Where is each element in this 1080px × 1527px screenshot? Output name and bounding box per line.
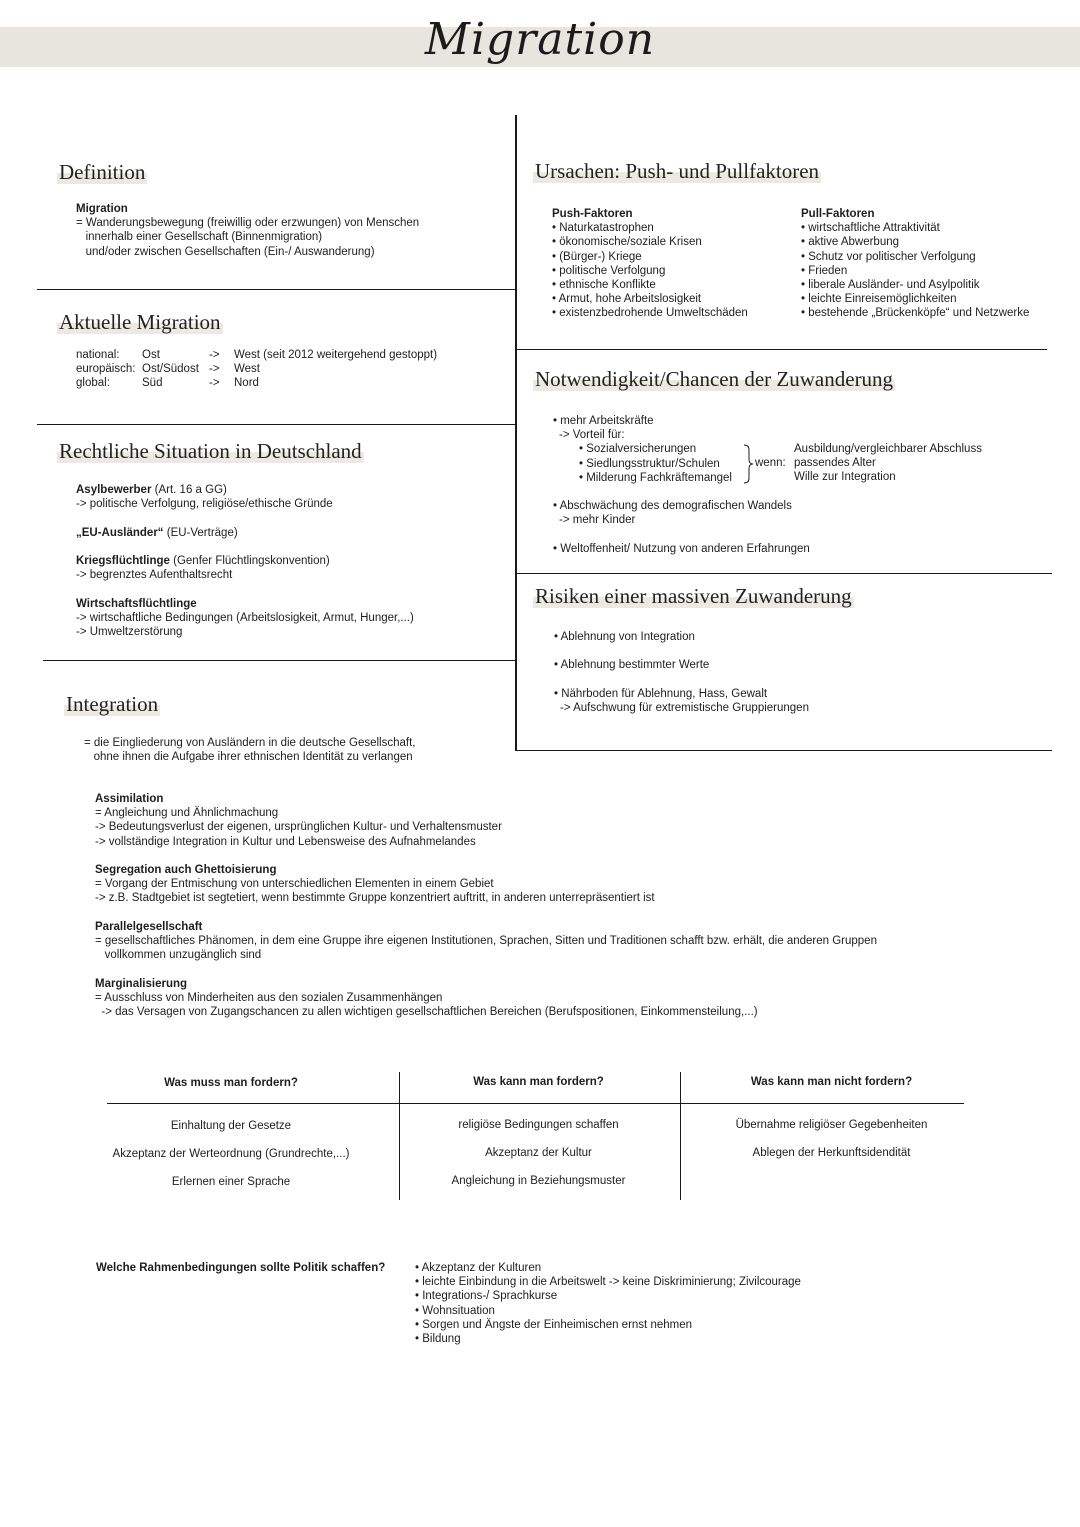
assimilation-line: -> Bedeutungsverlust der eigenen, ursprünglichen Kultur- und Verhaltensmuster xyxy=(95,821,502,834)
rahmen-item: • Sorgen und Ängste der Einheimischen ernst nehmen xyxy=(415,1318,692,1331)
bedingung-item: Ausbildung/vergleichbarer Abschluss xyxy=(794,443,982,455)
chancen-heading: Notwendigkeit/Chancen der Zuwanderung xyxy=(535,367,894,391)
chancen-line: • Weltoffenheit/ Nutzung von anderen Erfahrungen xyxy=(553,542,810,555)
push-item: • ökonomische/soziale Krisen xyxy=(552,236,702,249)
risiken-line: • Ablehnung bestimmter Werte xyxy=(554,659,710,672)
pull-item: • Schutz vor politischer Verfolgung xyxy=(801,250,976,263)
integration-def-line: = die Eingliederung von Ausländern in die deutsche Gesellschaft, xyxy=(84,737,416,749)
pull-item: • liberale Ausländer- und Asylpolitik xyxy=(801,279,980,292)
divider-ursachen xyxy=(515,349,1047,350)
recht-heading: Rechtliche Situation in Deutschland xyxy=(59,439,362,463)
chancen-line: -> mehr Kinder xyxy=(559,514,636,527)
risiken-line: -> Aufschwung für extremistische Gruppierungen xyxy=(560,701,809,714)
table-cell: Angleichung in Beziehungsmuster xyxy=(451,1175,626,1187)
risiken-text xyxy=(554,630,809,715)
marginal-line: = Ausschluss von Minderheiten aus den sozialen Zusammenhängen xyxy=(95,991,443,1004)
aktuell-table xyxy=(76,348,438,391)
risiken-heading: Risiken einer massiven Zuwanderung xyxy=(535,584,852,608)
table-cell: Erlernen einer Sprache xyxy=(171,1176,291,1188)
table-cell: Akzeptanz der Werteordnung (Grundrechte,...) xyxy=(112,1148,350,1160)
wirt-line: -> wirtschaftliche Bedingungen (Arbeitslosigkeit, Armut, Hunger,...) xyxy=(76,611,414,624)
asyl-label: Asylbewerber xyxy=(76,484,152,496)
risiken-line: • Ablehnung von Integration xyxy=(554,631,695,643)
integration-def-line: ohne ihnen die Aufgabe ihrer ethnischen Identität zu verlangen xyxy=(84,751,413,764)
assimilation-line: = Angleichung und Ähnlichmachung xyxy=(95,807,279,820)
page-title: Migration xyxy=(424,14,656,65)
table-cell: Übernahme religiöser Gegebenheiten xyxy=(735,1119,928,1131)
vorteil-item: • Sozialversicherungen xyxy=(579,443,697,456)
rahmen-list xyxy=(415,1261,801,1346)
table-cell: Einhaltung der Gesetze xyxy=(170,1120,292,1132)
bedingung-item: Wille zur Integration xyxy=(794,471,896,484)
assimilation-line: -> vollständige Integration in Kultur und Lebensweise des Aufnahmelandes xyxy=(95,835,476,848)
definition-line: = Wanderungsbewegung (freiwillig oder erzwungen) von Menschen xyxy=(76,217,420,230)
ursachen-heading: Ursachen: Push- und Pullfaktoren xyxy=(535,159,820,183)
table-header: Was kann man nicht fordern? xyxy=(750,1076,913,1088)
aktuell-from: Ost/Südost xyxy=(142,363,199,376)
chancen-line: • Abschwächung des demografischen Wandels xyxy=(553,500,792,513)
aktuell-to: Nord xyxy=(234,377,259,390)
pull-list xyxy=(801,207,1029,321)
wenn-label: wenn: xyxy=(755,457,786,469)
aktuell-to: West (seit 2012 weitergehend gestoppt) xyxy=(234,349,438,361)
aktuell-arrow: -> xyxy=(209,377,220,390)
table-header: Was muss man fordern? xyxy=(164,1077,298,1089)
push-item: • Armut, hohe Arbeitslosigkeit xyxy=(552,293,702,306)
push-item: • existenzbedrohende Umweltschäden xyxy=(552,307,748,320)
rahmen-question: Welche Rahmenbedingungen sollte Politik schaffen? xyxy=(96,1262,386,1274)
chancen-text xyxy=(553,414,810,556)
rahmen-item: • Integrations-/ Sprachkurse xyxy=(415,1290,558,1303)
push-item: • Naturkatastrophen xyxy=(552,222,654,235)
pull-item: • wirtschaftliche Attraktivität xyxy=(801,222,940,235)
aktuell-arrow: -> xyxy=(209,363,220,376)
bedingungen-list xyxy=(794,442,982,485)
aktuell-to: West xyxy=(234,363,260,376)
push-title: Push-Faktoren xyxy=(552,208,633,220)
rahmen-item: • Akzeptanz der Kulturen xyxy=(415,1262,542,1274)
krieg-ref: (Genfer Flüchtlingskonvention) xyxy=(169,554,330,567)
krieg-label: Kriegsflüchtlinge xyxy=(76,554,170,567)
table-cell: religiöse Bedingungen schaffen xyxy=(458,1119,619,1131)
aktuell-arrow: -> xyxy=(209,349,220,361)
parallel-line: = gesellschaftliches Phänomen, in dem eine Gruppe ihre eigenen Institutionen, Sprachen, Sitten und Traditionen schafft bzw. erhält, die anderen Gruppen xyxy=(95,935,877,947)
marginal-line: -> das Versagen von Zugangschancen zu allen wichtigen gesellschaftlichen Bereichen (Berufspositionen, Einkommensteilung,...) xyxy=(95,1006,758,1018)
eu-label: „EU-Ausländer“ xyxy=(76,526,164,539)
segregation-line: -> z.B. Stadtgebiet ist segtetiert, wenn bestimmte Gruppe konzentriert auftritt, in anderen unterrepräsentiert ist xyxy=(95,892,655,905)
bedingung-item: passendes Alter xyxy=(794,457,876,470)
recht-text xyxy=(76,483,414,639)
integration-forms xyxy=(95,792,877,1019)
krieg-line: -> begrenztes Aufenthaltsrecht xyxy=(76,569,233,582)
asyl-line: -> politische Verfolgung, religiöse/ethische Gründe xyxy=(76,498,333,511)
vorteil-item: • Milderung Fachkräftemangel xyxy=(579,471,732,484)
vorteil-item: • Siedlungsstruktur/Schulen xyxy=(579,457,720,470)
pull-item: • bestehende „Brückenköpfe“ und Netzwerke xyxy=(801,307,1030,320)
marginal-title: Marginalisierung xyxy=(95,977,188,990)
push-item: • politische Verfolgung xyxy=(552,264,666,277)
table-col-divider xyxy=(680,1072,681,1200)
integration-def xyxy=(84,736,415,764)
definition-line: innerhalb einer Gesellschaft (Binnenmigration) xyxy=(76,231,323,244)
wirt-label: Wirtschaftsflüchtlinge xyxy=(76,597,197,610)
divider-recht xyxy=(43,660,515,661)
table-header: Was kann man fordern? xyxy=(473,1076,604,1088)
definition-heading: Definition xyxy=(59,160,146,184)
definition-text xyxy=(76,202,419,259)
rahmen-item: • Wohnsituation xyxy=(415,1304,495,1317)
risiken-line: • Nährboden für Ablehnung, Hass, Gewalt xyxy=(554,687,768,700)
divider-risiken xyxy=(515,750,1052,751)
parallel-title: Parallelgesellschaft xyxy=(95,920,203,933)
aktuell-heading: Aktuelle Migration xyxy=(59,310,221,334)
assimilation-title: Assimilation xyxy=(95,793,164,805)
integration-heading: Integration xyxy=(66,692,159,716)
aktuell-scope: global: xyxy=(76,377,110,390)
chancen-line: -> Vorteil für: xyxy=(559,429,625,442)
push-item: • (Bürger-) Kriege xyxy=(552,250,642,263)
vertical-divider xyxy=(515,115,517,751)
segregation-title: Segregation auch Ghettoisierung xyxy=(95,864,277,876)
divider-definition xyxy=(37,289,515,290)
table-cell: Ablegen der Herkunftsidendität xyxy=(752,1147,911,1159)
pull-item: • leichte Einreisemöglichkeiten xyxy=(801,293,957,306)
pull-title: Pull-Faktoren xyxy=(801,208,875,220)
table-cell: Akzeptanz der Kultur xyxy=(485,1147,592,1159)
pull-item: • Frieden xyxy=(801,264,848,277)
asyl-ref: (Art. 16 a GG) xyxy=(151,484,227,496)
aktuell-from: Ost xyxy=(142,349,160,361)
rahmen-item: • leichte Einbindung in die Arbeitswelt -> keine Diskriminierung; Zivilcourage xyxy=(415,1276,801,1289)
rahmen-item: • Bildung xyxy=(415,1333,461,1346)
push-list xyxy=(552,207,748,321)
aktuell-scope: europäisch: xyxy=(76,363,136,376)
divider-aktuell xyxy=(37,424,515,425)
wirt-line: -> Umweltzerstörung xyxy=(76,625,183,638)
chancen-line: • mehr Arbeitskräfte xyxy=(553,415,654,427)
aktuell-from: Süd xyxy=(142,377,163,390)
divider-chancen xyxy=(515,573,1052,574)
table-header-rule xyxy=(107,1103,964,1104)
definition-line: und/oder zwischen Gesellschaften (Ein-/ Auswanderung) xyxy=(76,245,375,258)
curly-brace-icon xyxy=(742,444,754,484)
aktuell-scope: national: xyxy=(76,349,120,361)
pull-item: • aktive Abwerbung xyxy=(801,236,900,249)
push-item: • ethnische Konflikte xyxy=(552,279,656,292)
definition-term: Migration xyxy=(76,203,128,215)
eu-ref: (EU-Verträge) xyxy=(163,526,238,539)
parallel-line: vollkommen unzugänglich sind xyxy=(95,949,262,962)
segregation-line: = Vorgang der Entmischung von unterschiedlichen Elementen in einem Gebiet xyxy=(95,878,494,891)
